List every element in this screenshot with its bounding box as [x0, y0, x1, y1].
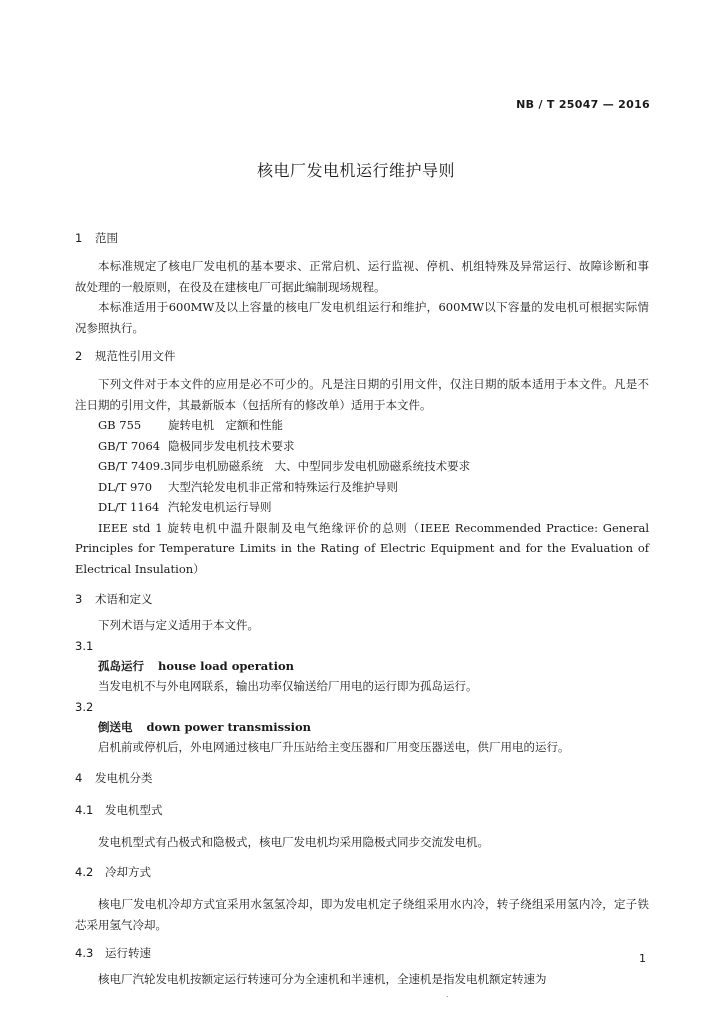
- section-4-heading: [75, 768, 649, 788]
- paragraph: 本标准适用于600MW及以上容量的核电厂发电机组运行和维护，600MW以下容量的发电机可根据实际情况参照执行。: [75, 300, 649, 335]
- reference-item: [75, 456, 649, 477]
- section-title: 术语和定义: [95, 592, 153, 606]
- reference-title: 大型汽轮发电机非正常和特殊运行及维护导则: [168, 479, 398, 494]
- subsection-number: 4.2: [75, 865, 94, 879]
- page-title: 核电厂发电机运行维护导则: [256, 161, 455, 180]
- reference-code: DL/T 970: [98, 479, 153, 494]
- subsection-title: 运行转速: [105, 946, 151, 960]
- section-number: 1: [75, 231, 83, 245]
- term-en: down power transmission: [146, 719, 312, 734]
- section-2-heading: [75, 346, 649, 366]
- reference-item: [75, 436, 649, 457]
- section-title: 规范性引用文件: [95, 349, 176, 363]
- section-title: 范围: [95, 231, 118, 245]
- reference-item: [75, 477, 649, 498]
- footer-mark: .: [446, 990, 449, 999]
- paragraph: 下列文件对于本文件的应用是必不可少的。凡是注日期的引用文件，仅注日期的版本适用于本文件。凡是不注日期的引用文件，其最新版本（包括所有的修改单）适用于本文件。: [75, 377, 649, 412]
- reference-item: [75, 497, 649, 518]
- paragraph: 核电厂汽轮发电机按额定运行转速可分为全速机和半速机，全速机是指发电机额定转速为: [98, 972, 547, 986]
- reference-title: 隐极同步发电机技术要求: [168, 438, 295, 453]
- paragraph: 本标准规定了核电厂发电机的基本要求、正常启机、运行监视、停机、机组特殊及异常运行、故障诊断和事故处理的一般原则，在役及在建核电厂可据此编制现场规程。: [75, 259, 649, 294]
- paragraph: 核电厂发电机冷却方式宜采用水氢氢冷却，即为发电机定子绕组采用水内冷，转子绕组采用氢内冷，定子铁芯采用氢气冷却。: [75, 897, 649, 932]
- standard-code: NB / T 25047 — 2016: [516, 98, 650, 111]
- term-definition: 当发电机不与外电网联系，输出功率仅输送给厂用电的运行即为孤岛运行。: [98, 679, 478, 693]
- paragraph: 下列术语与定义适用于本文件。: [98, 618, 259, 632]
- section-number: 2: [75, 349, 83, 363]
- term-number: 3.1: [75, 638, 94, 653]
- section-number: 3: [75, 592, 83, 606]
- subsection-4-1-heading: [75, 800, 649, 820]
- term-definition: 启机前或停机后，外电网通过核电厂升压站给主变压器和厂用变压器送电，供厂用电的运行。: [98, 740, 570, 754]
- section-number: 4: [75, 770, 83, 785]
- reference-code: GB 755: [98, 418, 142, 432]
- subsection-4-3-heading: [75, 943, 649, 963]
- page-number: 1: [639, 952, 646, 965]
- term-zh: 倒送电: [98, 719, 133, 734]
- reference-code: GB/T 7409.3: [98, 459, 172, 473]
- subsection-title: 发电机型式: [105, 802, 163, 817]
- reference-title: 汽轮发电机运行导则: [168, 500, 272, 514]
- reference-item: [75, 415, 649, 436]
- reference-title: 旋转电机 定额和性能: [168, 418, 283, 432]
- subsection-number: 4.3: [75, 946, 94, 960]
- term-zh: 孤岛运行: [98, 658, 144, 673]
- subsection-title: 冷却方式: [105, 865, 151, 879]
- section-1-heading: [75, 228, 649, 248]
- document-body: [75, 228, 649, 990]
- paragraph: 发电机型式有凸极式和隐极式，核电厂发电机均采用隐极式同步交流发电机。: [98, 834, 489, 849]
- reference-code: DL/T 1164: [98, 500, 160, 514]
- subsection-number: 4.1: [75, 802, 94, 817]
- reference-title: 同步电机励磁系统 大、中型同步发电机励磁系统技术要求: [171, 459, 471, 473]
- section-3-heading: [75, 589, 649, 609]
- term-number: 3.2: [75, 699, 94, 714]
- term-en: house load operation: [158, 658, 294, 673]
- section-title: 发电机分类: [95, 770, 153, 785]
- reference-ieee: IEEE std 1 旋转电机中温升限制及电气绝缘评价的总则（IEEE Recommended Practice: General Principles for Temperature Limits in the Rating of Electric Equipment and for the Evaluation of Electrical Insulation）: [75, 520, 649, 576]
- subsection-4-2-heading: [75, 862, 649, 882]
- term-heading: [75, 717, 649, 738]
- term-heading: [75, 656, 649, 677]
- reference-code: GB/T 7064: [98, 438, 161, 453]
